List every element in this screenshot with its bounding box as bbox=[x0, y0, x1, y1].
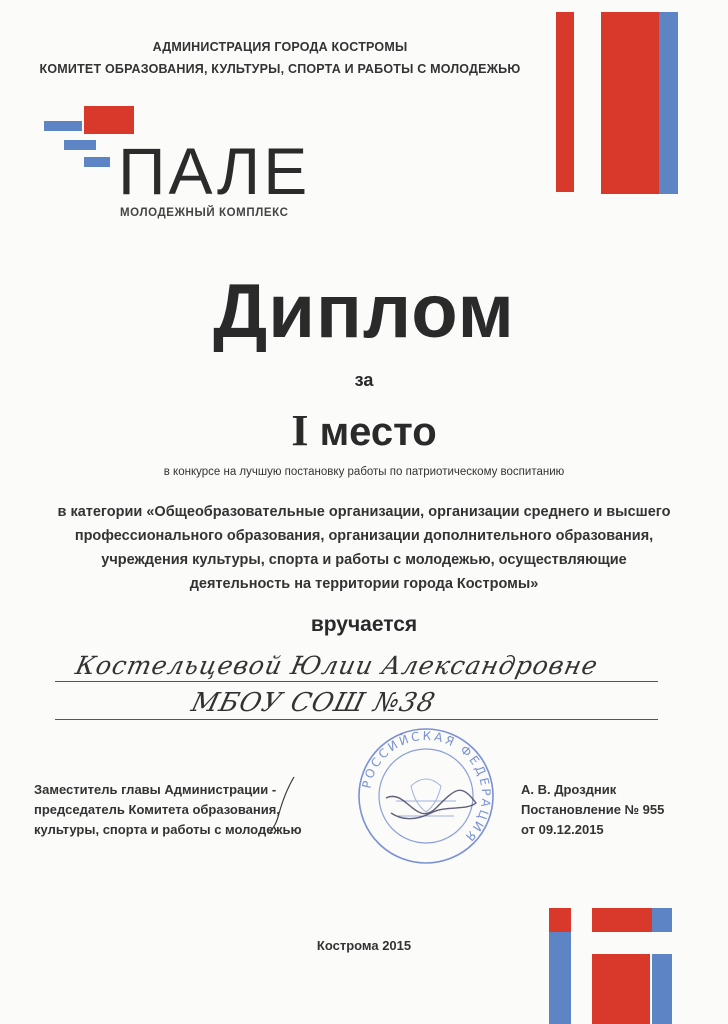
category-line: профессионального образования, организации дополнительного образования, bbox=[74, 528, 654, 544]
recipient-name-line bbox=[55, 681, 658, 682]
logo-block-red bbox=[84, 106, 134, 134]
logo-block-blue-3 bbox=[84, 157, 110, 167]
signatory-name: А. В. Дроздник bbox=[521, 782, 617, 797]
position-line: культуры, спорта и работы с молодежью bbox=[34, 822, 302, 837]
category-line: деятельность на территории города Костромы» bbox=[189, 576, 539, 592]
signature-stroke bbox=[266, 775, 306, 835]
official-stamp bbox=[356, 726, 496, 866]
logo-block-blue-1 bbox=[44, 121, 82, 131]
logo-subtitle: МОЛОДЕЖНЫЙ КОМПЛЕКС bbox=[120, 207, 289, 219]
awarded-label: вручается bbox=[310, 613, 418, 636]
signatory-position bbox=[34, 780, 302, 840]
recipient-org-line bbox=[55, 719, 658, 720]
decree-number: Постановление № 955 bbox=[521, 802, 665, 817]
place-word: место bbox=[319, 410, 437, 454]
position-line: председатель Комитета образования, bbox=[34, 802, 280, 817]
signatory-details bbox=[521, 780, 664, 840]
category-line: в категории «Общеобразовательные организации, организации среднего и высшего bbox=[57, 504, 671, 520]
decor-bottom-blue-2 bbox=[652, 908, 672, 932]
logo-wordmark: ПАЛЕ bbox=[118, 134, 311, 208]
position-line: Заместитель главы Администрации - bbox=[34, 782, 277, 797]
diploma-for: за bbox=[354, 370, 374, 390]
contest-description: в конкурсе на лучшую постановку работы по патриотическому воспитанию bbox=[163, 466, 565, 478]
decor-bottom-red-2 bbox=[592, 908, 652, 932]
category-line: учреждения культуры, спорта и работы с молодежью, осуществляющие bbox=[101, 552, 627, 568]
recipient-name: Костельцевой Юлии Александровне bbox=[72, 651, 601, 680]
logo-block-blue-2 bbox=[64, 140, 96, 150]
decor-stripe-blue bbox=[659, 12, 678, 194]
handwritten-signature bbox=[386, 790, 476, 819]
footer-city-year: Кострома 2015 bbox=[316, 938, 412, 953]
header-administration: АДМИНИСТРАЦИЯ ГОРОДА КОСТРОМЫ bbox=[152, 40, 408, 54]
decor-bottom-red-3 bbox=[592, 954, 650, 1024]
recipient-org: МБОУ СОШ №38 bbox=[188, 688, 439, 718]
place-number: I bbox=[291, 406, 309, 455]
header-committee: КОМИТЕТ ОБРАЗОВАНИЯ, КУЛЬТУРЫ, СПОРТА И РАБОТЫ С МОЛОДЕЖЬЮ bbox=[39, 62, 521, 76]
stamp-ring-text: РОССИЙСКАЯ ФЕДЕРАЦИЯ bbox=[359, 728, 494, 846]
decor-stripe-red-2 bbox=[601, 12, 659, 194]
diploma-title: Диплом bbox=[213, 269, 515, 354]
decor-stripe-red-1 bbox=[556, 12, 574, 192]
diploma-place bbox=[0, 405, 728, 456]
decree-date: от 09.12.2015 bbox=[521, 822, 604, 837]
category-description bbox=[20, 500, 708, 596]
decor-bottom-blue-3 bbox=[652, 954, 672, 1024]
